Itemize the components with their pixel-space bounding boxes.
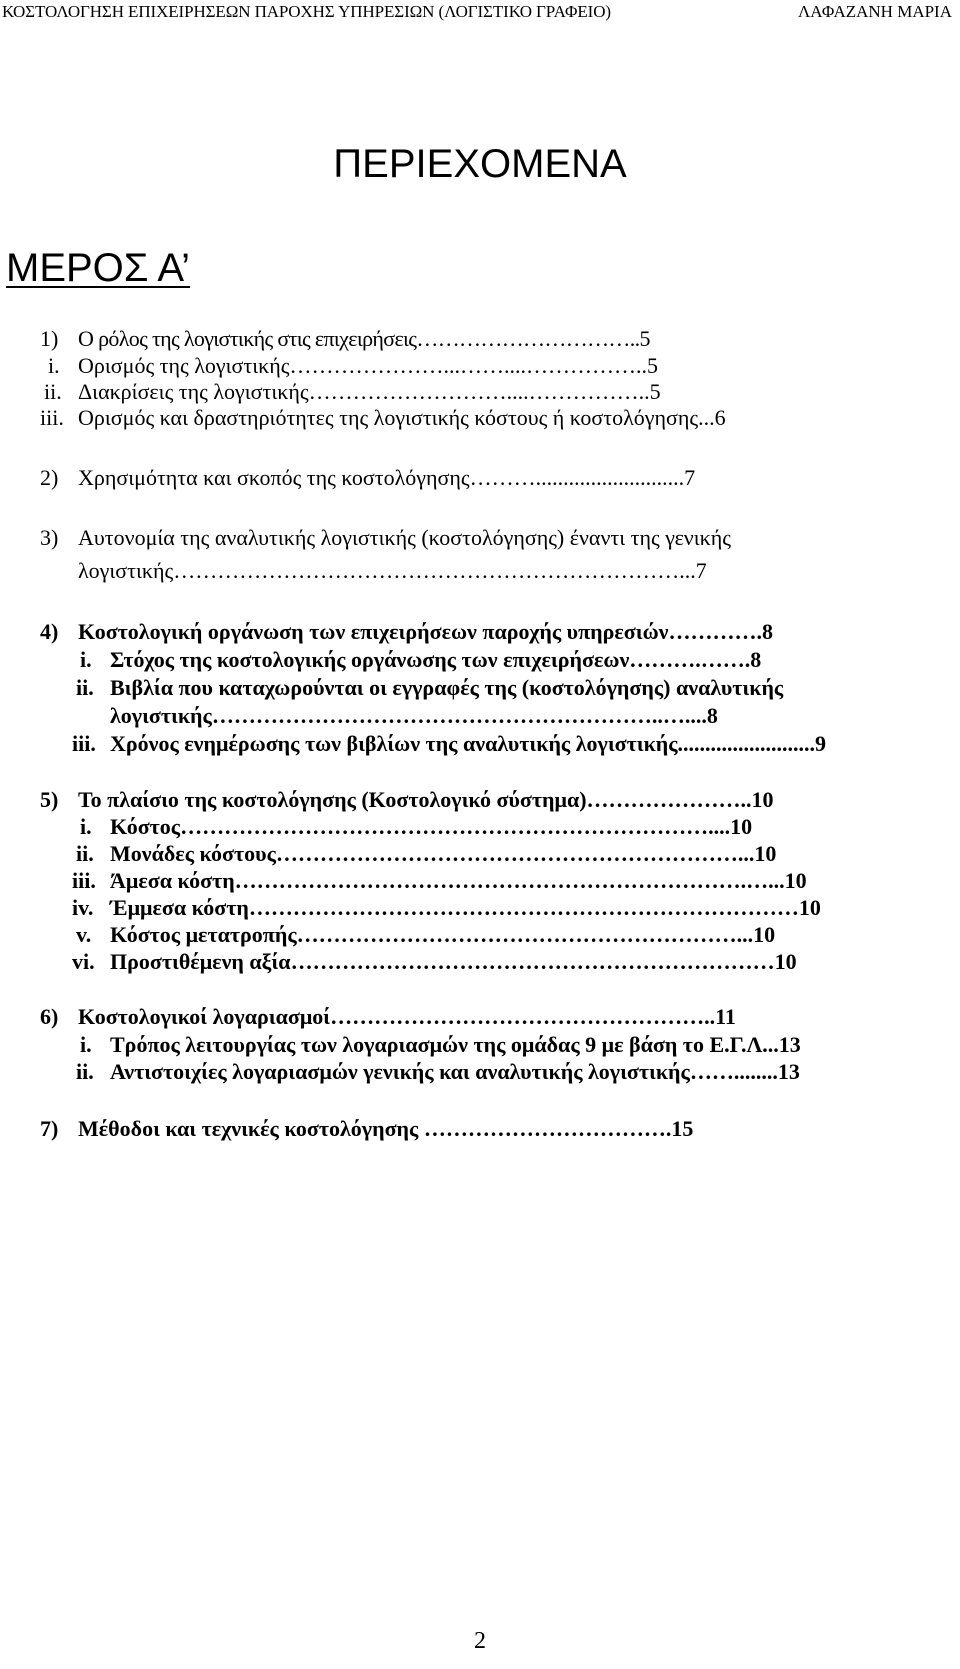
- toc-entry-text: Ορισμός και δραστηριότητες της λογιστικής κόστους ή κοστολόγησης...6: [78, 405, 726, 430]
- toc-entry-text: Διακρίσεις της λογιστικής………………………....……………..5: [78, 379, 661, 404]
- toc-entry-text: Αυτονομία της αναλυτικής λογιστικής (κοστολόγησης) έναντι της γενικής: [78, 525, 731, 550]
- toc-entry-number: i.: [80, 647, 92, 672]
- toc-entry-text: Κοστολογική οργάνωση των επιχειρήσεων παροχής υπηρεσιών………….8: [78, 619, 773, 644]
- running-header-author: ΛΑΦΑΖΑΝΗ ΜΑΡΙΑ: [797, 2, 952, 21]
- page-title: ΠΕΡΙΕΧΟΜΕΝΑ: [333, 142, 627, 186]
- toc-entry-text: Κόστος………………………………………………………………....10: [110, 814, 753, 839]
- toc-entry-number: 4): [40, 619, 59, 644]
- toc-entry-number: ii.: [44, 379, 62, 404]
- toc-entry-number: ii.: [76, 1059, 94, 1084]
- toc-entry-text: Βιβλία που καταχωρούνται οι εγγραφές της (κοστολόγησης) αναλυτικής: [110, 675, 784, 700]
- toc-entry-number: i.: [48, 353, 60, 378]
- toc-entry-number: 1): [40, 326, 59, 351]
- part-heading: ΜΕΡΟΣ Α’: [6, 246, 191, 290]
- toc-entry-number: vi.: [72, 949, 95, 974]
- toc-entry-text: Ο ρόλος της λογιστικής στις επιχειρήσεις…………………………..5: [78, 326, 650, 351]
- toc-entry-text: λογιστικής……………………………………………………………...7: [78, 558, 707, 583]
- toc-entry-number: ii.: [76, 675, 94, 700]
- toc-entry-text: Τρόπος λειτουργίας των λογαριασμών της ομάδας 9 με βάση το Ε.Γ.Λ...13: [110, 1032, 801, 1057]
- toc-entry-text: Χρόνος ενημέρωσης των βιβλίων της αναλυτικής λογιστικής.........................9: [110, 731, 827, 756]
- toc-entry-text: Έμμεσα κόστη…………………………………………………………………10: [110, 895, 821, 920]
- toc-entry-number: 5): [40, 787, 59, 812]
- toc-entry-number: 7): [40, 1116, 59, 1141]
- toc-entry-number: 3): [40, 525, 59, 550]
- toc-entry-text: Χρησιμότητα και σκοπός της κοστολόγησης………...........................7: [78, 465, 696, 490]
- toc-entry-text: Μονάδες κόστους………………………………………………………...10: [110, 841, 777, 866]
- toc-entry-number: v.: [76, 922, 92, 947]
- toc-entry-number: 2): [40, 465, 59, 490]
- toc-entry-text: Μέθοδοι και τεχνικές κοστολόγησης …………………………….15: [78, 1116, 694, 1141]
- toc-entry-text: λογιστικής……………………………………………………..…....8: [110, 703, 718, 728]
- toc-entry-number: iv.: [72, 895, 94, 920]
- toc-entry-text: Στόχος της κοστολογικής οργάνωσης των επιχειρήσεων……….…….8: [110, 647, 762, 672]
- toc-entry-number: 6): [40, 1004, 59, 1029]
- toc-entry-number: ii.: [76, 841, 94, 866]
- toc-entry-text: Άμεσα κόστη…………………………………………………………….…...10: [110, 868, 807, 893]
- toc-entry-number: iii.: [72, 731, 96, 756]
- toc-entry-number: iii.: [40, 405, 64, 430]
- toc-entry-text: Προστιθέμενη αξία…………………………………………………………10: [110, 949, 797, 974]
- toc-entry-text: Αντιστοιχίες λογαριασμών γενικής και αναλυτικής λογιστικής……........13: [110, 1059, 800, 1084]
- toc-entry-number: i.: [80, 1032, 92, 1057]
- toc-entry-number: i.: [80, 814, 92, 839]
- toc-entry-number: iii.: [72, 868, 96, 893]
- running-header-title: ΚΟΣΤΟΛΟΓΗΣΗ ΕΠΙΧΕΙΡΗΣΕΩΝ ΠΑΡΟΧΗΣ ΥΠΗΡΕΣΙΩΝ (ΛΟΓΙΣΤΙΚΟ ΓΡΑΦΕΙΟ): [2, 2, 611, 21]
- toc-entry-text: Ορισμός της λογιστικής…………………...……....……………..5: [78, 353, 658, 378]
- toc-entry-text: Το πλαίσιο της κοστολόγησης (Κοστολογικό σύστημα)…………………..10: [78, 787, 774, 812]
- toc-entry-text: Κοστολογικοί λογαριασμοί……………………………………………..11: [78, 1004, 736, 1029]
- page-number: 2: [474, 1628, 486, 1654]
- toc-entry-text: Κόστος μετατροπής……………………………………………………...10: [110, 922, 776, 947]
